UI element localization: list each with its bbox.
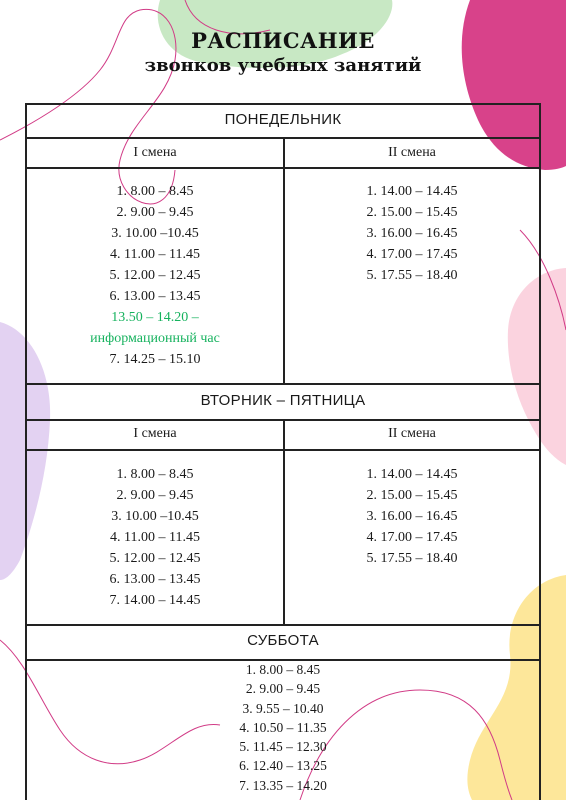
schedule-item: 1. 8.00 – 8.45 <box>116 467 194 482</box>
schedule-item: 1. 8.00 – 8.45 <box>116 184 194 199</box>
schedule-item: 5. 12.00 – 12.45 <box>109 551 201 566</box>
saturday-heading: СУББОТА <box>247 632 319 649</box>
monday-shift1-list <box>27 181 283 370</box>
schedule-item: 2. 9.00 – 9.45 <box>116 488 194 503</box>
schedule-item: 4. 17.00 – 17.45 <box>366 247 458 262</box>
schedule-item: 6. 13.00 – 13.45 <box>109 289 201 304</box>
schedule-item: 5. 12.00 – 12.45 <box>109 268 201 283</box>
schedule-item: 1. 14.00 – 14.45 <box>366 467 458 482</box>
info-hour-item: информационный час <box>90 331 220 346</box>
schedule-item: 3. 16.00 – 16.45 <box>366 226 458 241</box>
schedule-item: 3. 10.00 –10.45 <box>111 226 199 241</box>
schedule-table <box>25 103 541 800</box>
schedule-item: 4. 10.50 – 11.35 <box>239 719 327 735</box>
schedule-item: 5. 11.45 – 12.30 <box>239 739 327 755</box>
monday-heading: ПОНЕДЕЛЬНИК <box>224 111 342 128</box>
schedule-item: 4. 17.00 – 17.45 <box>366 530 458 545</box>
saturday-list <box>27 660 539 795</box>
tue-fri-shift1-title: I смена <box>133 426 177 441</box>
schedule-item: 1. 14.00 – 14.45 <box>366 184 458 199</box>
schedule-item: 5. 17.55 – 18.40 <box>366 268 458 283</box>
schedule-item: 2. 15.00 – 15.45 <box>366 205 458 220</box>
tue-fri-shift2-list <box>285 464 539 569</box>
schedule-item: 7. 13.35 – 14.20 <box>239 777 327 793</box>
schedule-item: 3. 9.55 – 10.40 <box>242 700 324 716</box>
monday-shift1-title: I смена <box>133 145 177 160</box>
tue-fri-heading: ВТОРНИК – ПЯТНИЦА <box>200 392 366 409</box>
page-title: РАСПИСАНИЕ <box>191 28 375 53</box>
schedule-item: 5. 17.55 – 18.40 <box>366 551 458 566</box>
schedule-item: 4. 11.00 – 11.45 <box>110 530 200 545</box>
tue-fri-shift2-title: II смена <box>388 426 436 441</box>
schedule-item: 4. 11.00 – 11.45 <box>110 247 200 262</box>
schedule-item: 3. 10.00 –10.45 <box>111 509 199 524</box>
divider <box>27 383 539 385</box>
schedule-item: 2. 9.00 – 9.45 <box>245 681 321 697</box>
schedule-item: 1. 8.00 – 8.45 <box>245 662 321 677</box>
tue-fri-shift1-list <box>27 464 283 611</box>
monday-shift2-title: II смена <box>388 145 436 160</box>
schedule-item: 6. 13.00 – 13.45 <box>109 572 201 587</box>
divider <box>27 624 539 626</box>
schedule-item: 3. 16.00 – 16.45 <box>366 509 458 524</box>
table-border-top <box>27 103 539 105</box>
monday-shift2-list <box>285 181 539 286</box>
schedule-item: 6. 12.40 – 13.25 <box>239 758 327 774</box>
page-subtitle: звонков учебных занятий <box>144 55 422 76</box>
schedule-item: 7. 14.00 – 14.45 <box>109 593 201 608</box>
schedule-item: 2. 15.00 – 15.45 <box>366 488 458 503</box>
schedule-item: 2. 9.00 – 9.45 <box>116 205 194 220</box>
info-hour-item: 13.50 – 14.20 – <box>111 310 199 325</box>
schedule-item: 7. 14.25 – 15.10 <box>109 352 201 367</box>
